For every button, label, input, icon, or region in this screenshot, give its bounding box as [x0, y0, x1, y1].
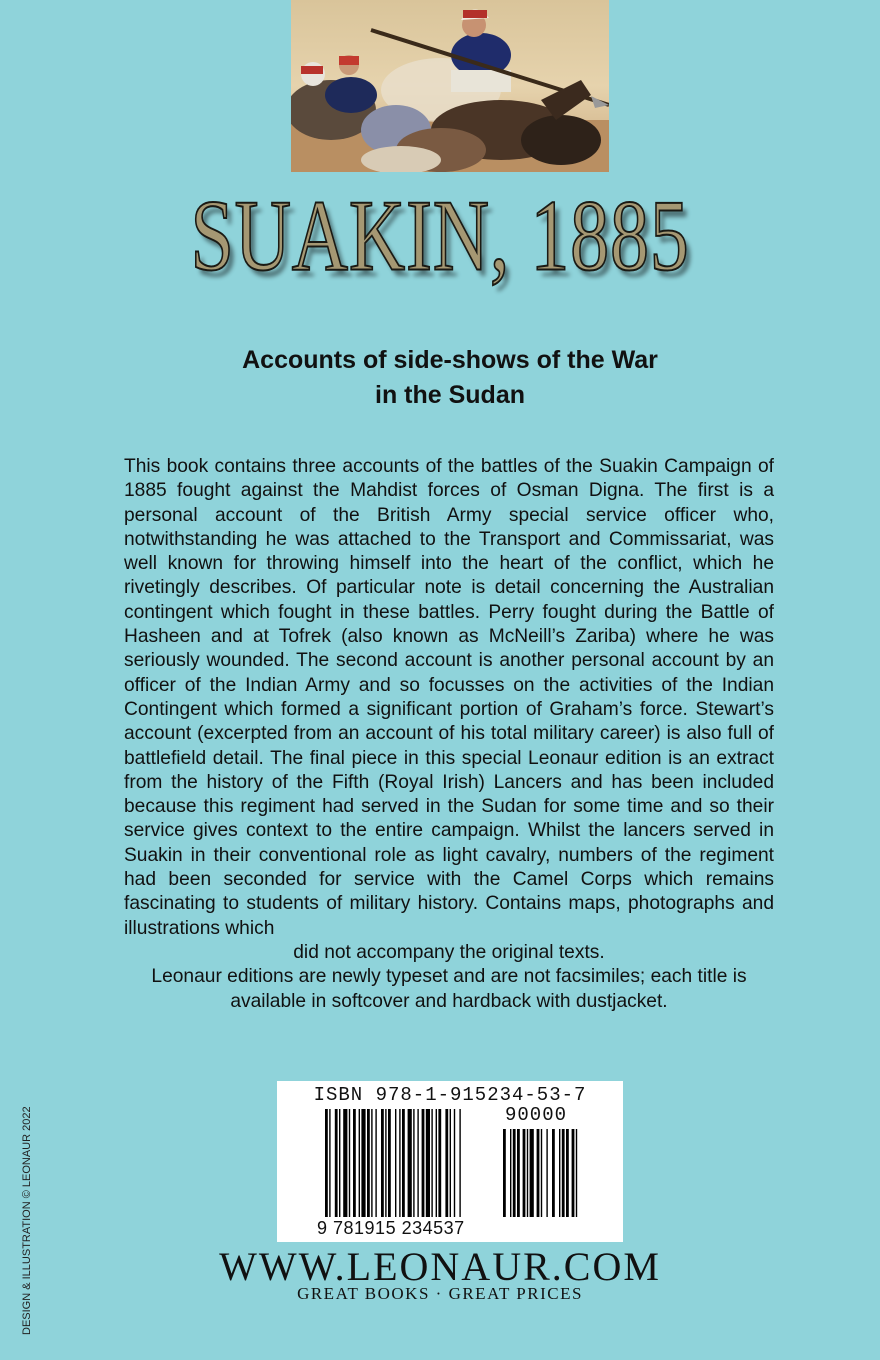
publisher-website: WWW.LEONAUR.COM [219, 1244, 661, 1289]
ean-number: 9 781915 234537 [317, 1218, 465, 1238]
price-code: 90000 [505, 1104, 568, 1126]
publisher-slogan: GREAT BOOKS · GREAT PRICES [297, 1284, 583, 1303]
description-paragraph: This book contains three accounts of the battles of the Suakin Campaign of 1885 fought against the Mahdist forces of Osman Digna. The first is a personal account of the British Army special service officer who, notwithstanding he was attached to the Transport and Commissariat, was well known for throwing himself into the heart of the conflict, which he rivetingly describes. Of particular note is detail concerning the Australian contingent which fought in these battles. Perry fought during the Battle of Hasheen and at Tofrek (also known as McNeill’s Zariba) where he was seriously wounded. The second account is another personal account by an officer of the Indian Army and so focusses on the activities of the Indian Contingent which formed a significant portion of Graham’s force. Stewart’s account (excerpted from an account of his total military career) is also full of battlefield detail. The final piece in this special Leonaur edition is an extract from the history of the Fifth (Royal Irish) Lancers and has been included because this regiment had served in the Sudan for some time and so their service gives context to the entire campaign. Whilst the lancers served in Suakin in their conventional role as light cavalry, numbers of the regiment had been seconded for service with the Camel Corps which remains fascinating to students of military history. Contains maps, photographs and illustrations which [124, 456, 774, 939]
isbn-barcode [277, 1081, 623, 1242]
book-description [124, 455, 774, 1014]
design-credit: DESIGN & ILLUSTRATION © LEONAUR 2022 [21, 1106, 33, 1335]
isbn-number: ISBN 978-1-915234-53-7 [313, 1084, 587, 1106]
description-paragraph-end: did not accompany the original texts. [293, 941, 605, 963]
edition-note: Leonaur editions are newly typeset and are not facsimiles; each title is available in softcover and hardback with dustjacket. [151, 966, 747, 1012]
book-subtitle [150, 343, 750, 413]
subtitle-line: Accounts of side-shows of the War [242, 346, 658, 374]
book-title: SUAKIN, 1885 [190, 178, 690, 293]
subtitle-line: in the Sudan [375, 381, 525, 409]
cavalry-charge-illustration [291, 0, 609, 172]
